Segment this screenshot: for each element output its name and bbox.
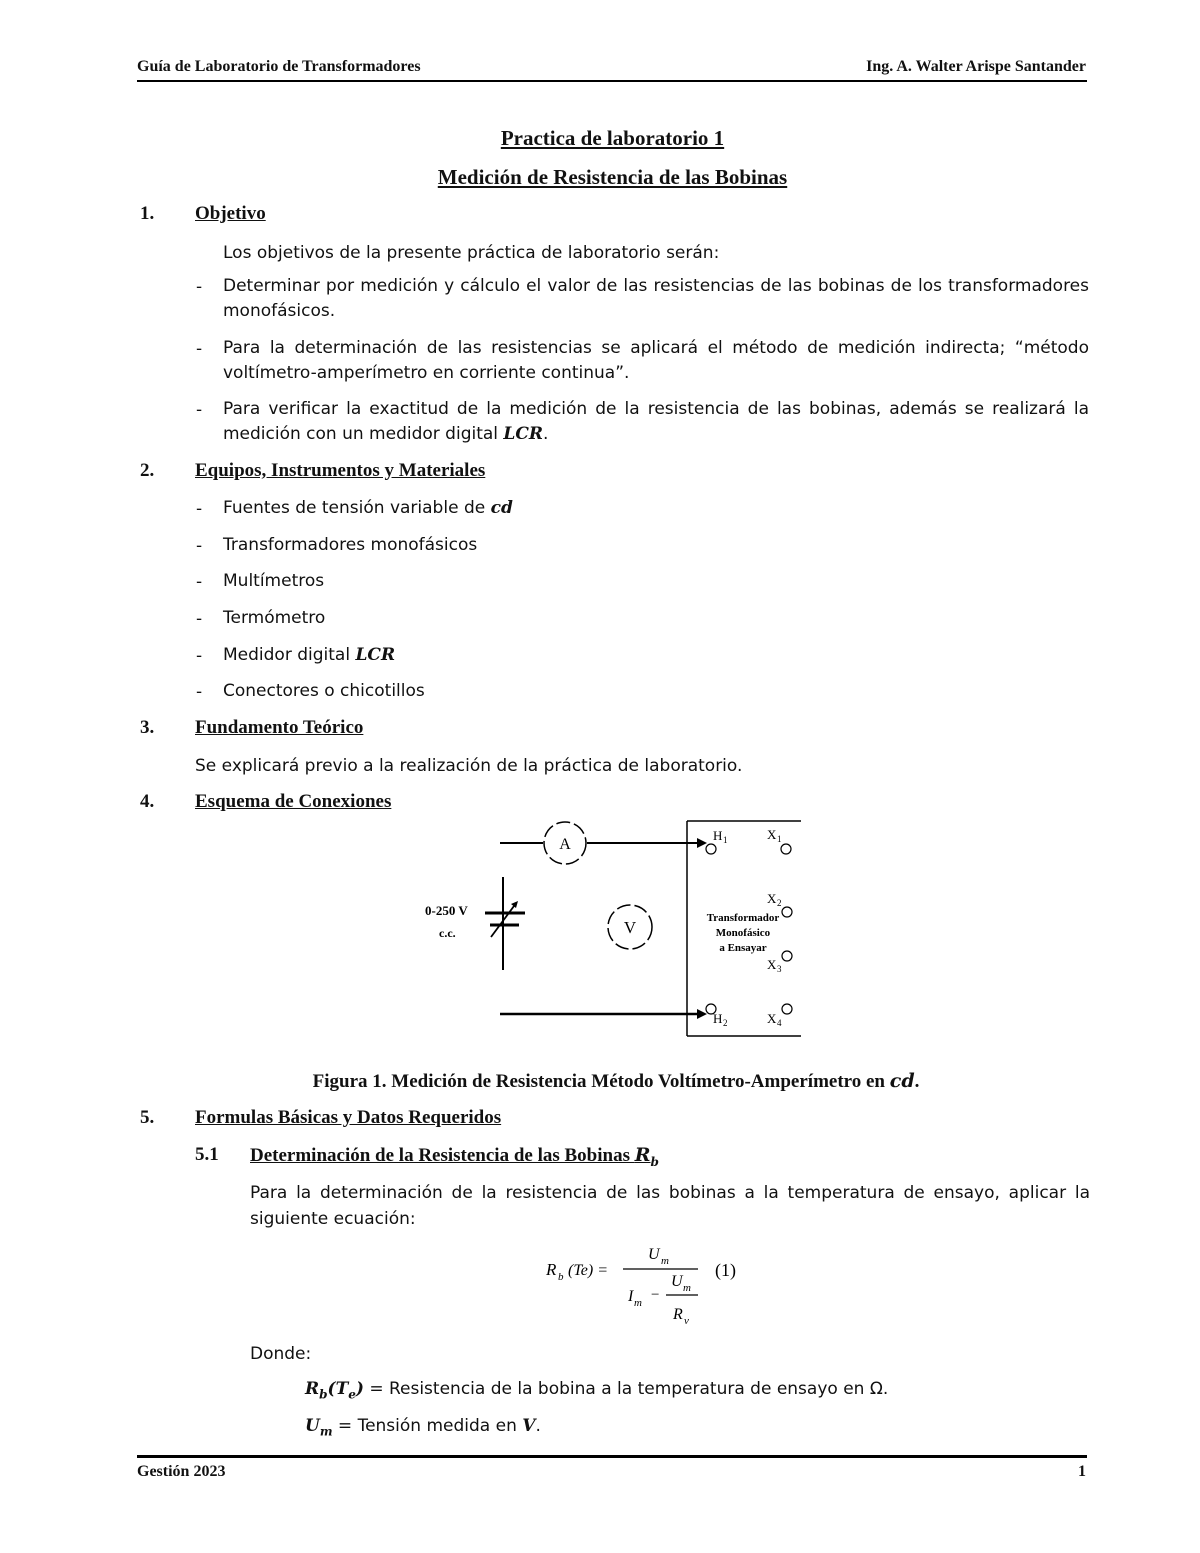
objective-item-3-text: Para verificar la exactitud de la medición de la resistencia de las bobinas, además se realizará la medición con un medidor digital [223, 399, 1089, 444]
def-um-sub: m [319, 1424, 333, 1439]
transformer-label-3: a Ensayar [719, 942, 767, 954]
subsection-title [250, 1144, 659, 1169]
section3-title: Fundamento Teórico [195, 717, 364, 738]
terminal-x1-label: X [767, 827, 777, 842]
section1-intro: Los objetivos de la presente práctica de laboratorio serán: [223, 243, 720, 263]
terminal-x1-sub: 1 [777, 834, 782, 844]
section1-number: 1. [140, 203, 155, 224]
objective-item-1: Determinar por medición y cálculo el valor de las resistencias de las bobinas de los transformadores monofásicos. [223, 276, 1089, 321]
where-label: Donde: [250, 1344, 312, 1364]
def-rb-arg-sub: e [348, 1387, 356, 1402]
def-um-unit: V [522, 1416, 536, 1436]
bullet-dash: - [196, 646, 203, 666]
bullet-dash: - [196, 536, 203, 556]
page-title: Practica de laboratorio 1 [500, 126, 725, 150]
section4-number: 4. [140, 791, 155, 812]
eq-den-i: I [628, 1288, 634, 1305]
objective-item-3 [223, 397, 1089, 447]
def-rb-sub: b [319, 1387, 328, 1402]
section3-number: 3. [140, 717, 155, 738]
section5-number: 5. [140, 1107, 155, 1128]
terminal-x3-label: X [767, 957, 777, 972]
def-rb-arg: (T [327, 1379, 349, 1399]
page-number: 1 [1078, 1463, 1086, 1480]
figure-caption-text: Figura 1. Medición de Resistencia Método Voltímetro-Amperímetro en [312, 1071, 890, 1092]
terminal-h2-sub: 2 [723, 1018, 728, 1028]
page-subtitle: Medición de Resistencia de las Bobinas [437, 165, 788, 189]
voltmeter-label: V [623, 918, 637, 937]
def-rb-text: = Resistencia de la bobina a la temperatura de ensayo en Ω. [363, 1379, 889, 1399]
section1-title: Objetivo [195, 203, 266, 224]
source-type-label: c.c. [439, 926, 456, 940]
bullet-dash: - [196, 400, 203, 420]
section4-title: Esquema de Conexiones [195, 791, 392, 812]
terminal-x2-sub: 2 [777, 898, 782, 908]
figure-caption [0, 1070, 1200, 1093]
objective-item-3-end: . [543, 424, 549, 444]
header-rule [137, 80, 1087, 82]
header-left: Guía de Laboratorio de Transformadores [137, 58, 421, 75]
def-um-text: = Tensión medida en [332, 1416, 523, 1436]
lcr-symbol: LCR [355, 645, 396, 665]
terminal-x3-sub: 3 [777, 964, 782, 974]
bullet-dash: - [196, 277, 203, 297]
eq-minus: − [651, 1287, 660, 1303]
section2-title: Equipos, Instrumentos y Materiales [195, 460, 486, 481]
definition-rb [305, 1379, 888, 1401]
subsection-title-text: Determinación de la Resistencia de las Bobinas [250, 1145, 635, 1166]
eq-num: U [648, 1246, 660, 1263]
bullet-dash: - [196, 682, 203, 702]
eq-lhs-sub: b [558, 1271, 564, 1283]
section3-text: Se explicará previo a la realización de la práctica de laboratorio. [195, 756, 743, 776]
cd-symbol: cd [490, 498, 513, 518]
terminal-h1-label: H [713, 828, 723, 843]
footer-rule [137, 1455, 1087, 1458]
eq-lhs-arg: (Te) = [568, 1262, 608, 1279]
eq-num-sub: m [661, 1255, 669, 1267]
equipment-item-6: Conectores o chicotillos [223, 681, 425, 701]
ammeter-label: A [559, 836, 571, 853]
equipment-item-4: Termómetro [223, 608, 326, 628]
terminal-h2-label: H [713, 1011, 723, 1026]
header-right: Ing. A. Walter Arispe Santander [866, 58, 1086, 75]
transformer-label-1: Transformador [706, 912, 780, 924]
source-voltage-label: 0-250 V [425, 903, 468, 918]
equipment-item-5 [223, 643, 1089, 668]
eq-den-i-sub: m [634, 1297, 642, 1309]
rb-symbol-sub: b [650, 1154, 659, 1169]
equipment-item-1-text: Fuentes de tensión variable de [223, 498, 491, 518]
def-rb-symbol: R [305, 1379, 320, 1399]
rb-symbol: R [634, 1144, 651, 1166]
bullet-dash: - [196, 339, 203, 359]
def-um-end: . [535, 1416, 541, 1436]
subsection-number: 5.1 [195, 1144, 219, 1165]
def-rb-arg-end: ) [355, 1379, 364, 1399]
equipment-item-1 [223, 496, 1089, 521]
eq-inner-num: U [671, 1273, 683, 1290]
section5-title: Formulas Básicas y Datos Requeridos [195, 1107, 502, 1128]
terminal-x2-label: X [767, 891, 777, 906]
equipment-item-5-text: Medidor digital [223, 645, 356, 665]
terminal-x4-label: X [767, 1011, 777, 1026]
footer-left: Gestión 2023 [137, 1463, 226, 1480]
eq-lhs: R [546, 1260, 557, 1279]
section5-paragraph: Para la determinación de la resistencia de las bobinas a la temperatura de ensayo, aplicar la siguiente ecuación: [250, 1183, 1090, 1229]
objective-item-2: Para la determinación de las resistencias se aplicará el método de medición indirecta; “método voltímetro-amperímetro en corriente continua”. [223, 338, 1089, 383]
eq-inner-den-sub: v [684, 1315, 689, 1327]
lcr-symbol: LCR [503, 424, 544, 444]
equation-1 [540, 1238, 750, 1328]
equipment-item-3: Multímetros [223, 571, 325, 591]
definition-um [305, 1416, 541, 1438]
eq-inner-den: R [673, 1306, 683, 1323]
equipment-item-2: Transformadores monofásicos [223, 535, 478, 555]
def-um-symbol: U [305, 1416, 320, 1436]
bullet-dash: - [196, 572, 203, 592]
terminal-x4-sub: 4 [777, 1018, 782, 1028]
bullet-dash: - [196, 499, 203, 519]
bullet-dash: - [196, 609, 203, 629]
connection-diagram [415, 815, 815, 1045]
transformer-label-2: Monofásico [715, 927, 771, 939]
eq-inner-num-sub: m [683, 1282, 691, 1294]
terminal-h1-sub: 1 [723, 835, 728, 845]
eq-number: (1) [715, 1260, 736, 1280]
figure-caption-end: . [914, 1071, 920, 1092]
section2-number: 2. [140, 460, 155, 481]
cd-symbol: cd [889, 1070, 915, 1092]
